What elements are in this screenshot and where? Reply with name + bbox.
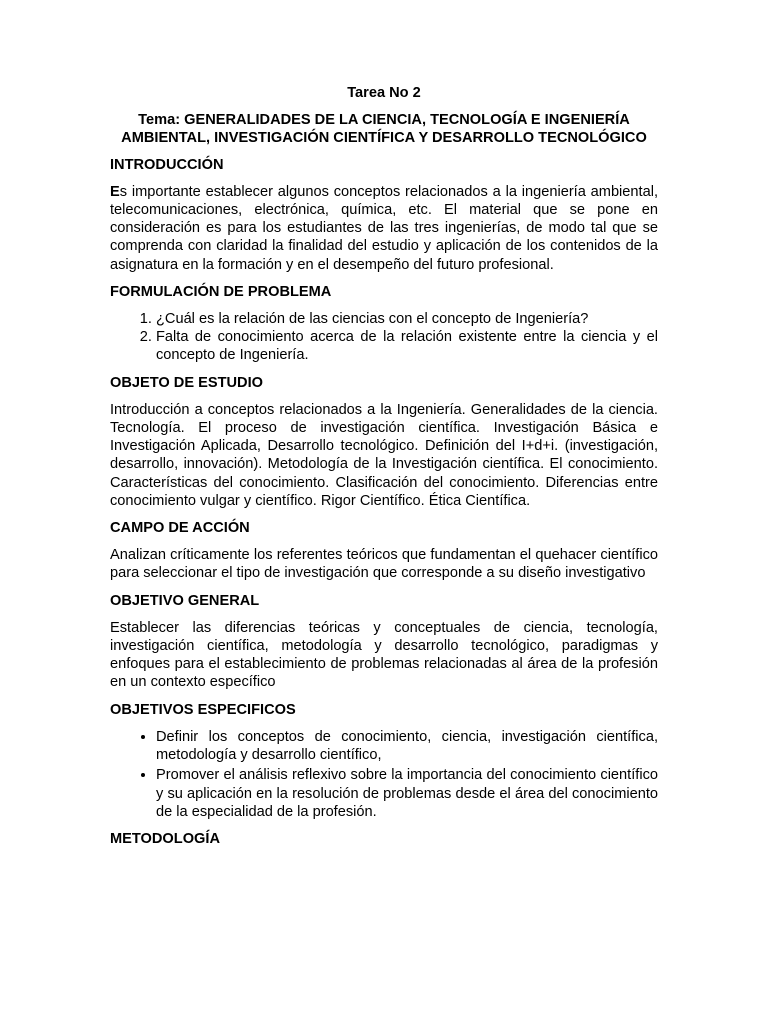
list-item: • Definir los conceptos de conocimiento, ciencia, investigación científica, metodología y desarrollo científico, [156,728,658,764]
section-heading-objetivo-general: OBJETIVO GENERAL [110,592,260,609]
section-heading-formulacion: FORMULACIÓN DE PROBLEMA [110,283,332,300]
objeto-paragraph: Introducción a conceptos relacionados a la Ingeniería. Generalidades de la ciencia. Tecnología. El proceso de investigación científica. Investigación Básica e Investigación Aplicada, Desarrollo tecnológico. Definición del I+d+i. (investigación, desarrollo, innovación). Metodología de la Investigación científica. El conocimiento. Características del conocimiento. Clasificación del conocimiento. Diferencias entre conocimiento vulgar y científico. Rigor Científico. Ética Científica. [110,401,658,509]
objetivos-especificos-list [110,728,658,821]
list-item: 1. ¿Cuál es la relación de las ciencias con el concepto de Ingeniería? [156,310,658,328]
section-heading-campo: CAMPO DE ACCIÓN [110,520,250,537]
introduccion-paragraph [110,183,658,274]
introduccion-text: s importante establecer algunos conceptos relacionados a la ingeniería ambiental, telecomunicaciones, electrónica, química, etc. El material que se pone en consideración es para los estudiantes de las tres ingenierías, de modo tal que se comprenda con claridad la finalidad del estudio y aplicación de los contenidos de la asignatura en la formación y en el desempeño del futuro profesional. [110,183,658,273]
section-heading-objetivos-especificos: OBJETIVOS ESPECIFICOS [110,701,296,718]
section-heading-metodologia: METODOLOGÍA [110,830,220,847]
campo-paragraph: Analizan críticamente los referentes teóricos que fundamentan el quehacer científico para seleccionar el tipo de investigación que corresponde a su diseño investigativo [110,547,658,582]
document-title: Tarea No 2 [347,85,421,101]
list-item: 2. Falta de conocimiento acerca de la relación existente entre la ciencia y el concepto de Ingeniería. [156,328,658,364]
document-topic: Tema: GENERALIDADES DE LA CIENCIA, TECNOLOGÍA E INGENIERÍA AMBIENTAL, INVESTIGACIÓN CIENTÍFICA Y DESARROLLO TECNOLÓGICO [121,112,647,147]
section-heading-objeto: OBJETO DE ESTUDIO [110,374,263,391]
objetivo-general-paragraph: Establecer las diferencias teóricas y conceptuales de ciencia, tecnología, investigación científica, metodología y desarrollo tecnológico, paradigmas y enfoques para el establecimiento de problemas relacionadas al área de la profesión en un contexto específico [110,619,658,691]
formulacion-list [110,310,658,365]
list-item: • Promover el análisis reflexivo sobre la importancia del conocimiento científico y su aplicación en la resolución de problemas desde el área del conocimiento de la especialidad de la profesión. [156,766,658,821]
section-heading-introduccion: INTRODUCCIÓN [110,156,224,173]
introduccion-first-letter: E [110,183,120,200]
